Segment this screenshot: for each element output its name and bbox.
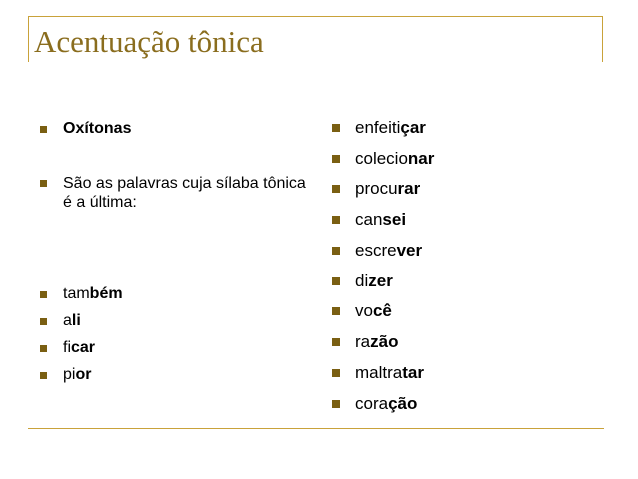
footer-rule <box>28 428 604 429</box>
square-bullet-icon <box>332 155 340 163</box>
example-word <box>40 311 310 330</box>
example-word <box>332 205 532 235</box>
example-word <box>332 236 532 266</box>
square-bullet-icon <box>332 338 340 346</box>
example-word <box>332 174 532 204</box>
square-bullet-icon <box>332 216 340 224</box>
square-bullet-icon <box>332 307 340 315</box>
square-bullet-icon <box>332 369 340 377</box>
stressed-syllable: or <box>75 366 92 383</box>
example-word <box>332 266 532 296</box>
unstressed-part: procu <box>355 179 398 198</box>
example-word <box>332 296 532 326</box>
stressed-syllable: ver <box>396 241 423 260</box>
unstressed-part: vo <box>355 301 373 320</box>
square-bullet-icon <box>40 345 47 352</box>
example-word <box>332 389 532 419</box>
square-bullet-icon <box>332 247 340 255</box>
title-frame-left-rule <box>28 16 29 62</box>
unstressed-part: pi <box>63 366 76 383</box>
definition-text: São as palavras cuja sílaba tônica é a última: <box>63 175 306 211</box>
square-bullet-icon <box>332 400 340 408</box>
square-bullet-icon <box>332 277 340 285</box>
unstressed-part: cora <box>355 394 389 413</box>
slide-title: Acentuação tônica <box>34 24 264 59</box>
unstressed-part: colecio <box>355 149 408 168</box>
list-item-heading <box>40 119 310 138</box>
unstressed-part: a <box>63 312 72 329</box>
unstressed-part: can <box>355 210 383 229</box>
example-word <box>40 365 310 384</box>
stressed-syllable: zer <box>368 271 393 290</box>
unstressed-part: escre <box>355 241 397 260</box>
example-word <box>40 284 310 303</box>
square-bullet-icon <box>332 124 340 132</box>
stressed-syllable: sei <box>382 210 407 229</box>
stressed-syllable: bém <box>89 285 123 302</box>
title-frame-right-rule <box>602 16 603 62</box>
stressed-syllable: li <box>71 312 81 329</box>
square-bullet-icon <box>40 291 47 298</box>
example-word <box>40 338 310 357</box>
stressed-syllable: ção <box>388 394 418 413</box>
example-word <box>332 327 532 357</box>
stressed-syllable: car <box>71 339 96 356</box>
square-bullet-icon <box>40 180 47 187</box>
square-bullet-icon <box>40 126 47 133</box>
unstressed-part: maltra <box>355 363 403 382</box>
square-bullet-icon <box>40 372 47 379</box>
example-word <box>332 144 532 174</box>
unstressed-part: tam <box>63 285 90 302</box>
stressed-syllable: tar <box>402 363 424 382</box>
example-word <box>332 358 532 388</box>
unstressed-part: enfeiti <box>355 118 401 137</box>
unstressed-part: ra <box>355 332 371 351</box>
title-frame-top-rule <box>28 16 602 17</box>
unstressed-part: di <box>355 271 369 290</box>
example-word <box>332 113 532 143</box>
stressed-syllable: cê <box>372 301 392 320</box>
stressed-syllable: rar <box>397 179 421 198</box>
unstressed-part: fi <box>63 339 71 356</box>
list-item-definition <box>40 174 310 212</box>
heading-oxitonas: Oxítonas <box>63 120 132 137</box>
square-bullet-icon <box>332 185 340 193</box>
square-bullet-icon <box>40 318 47 325</box>
stressed-syllable: zão <box>370 332 399 351</box>
stressed-syllable: çar <box>400 118 426 137</box>
stressed-syllable: nar <box>407 149 435 168</box>
